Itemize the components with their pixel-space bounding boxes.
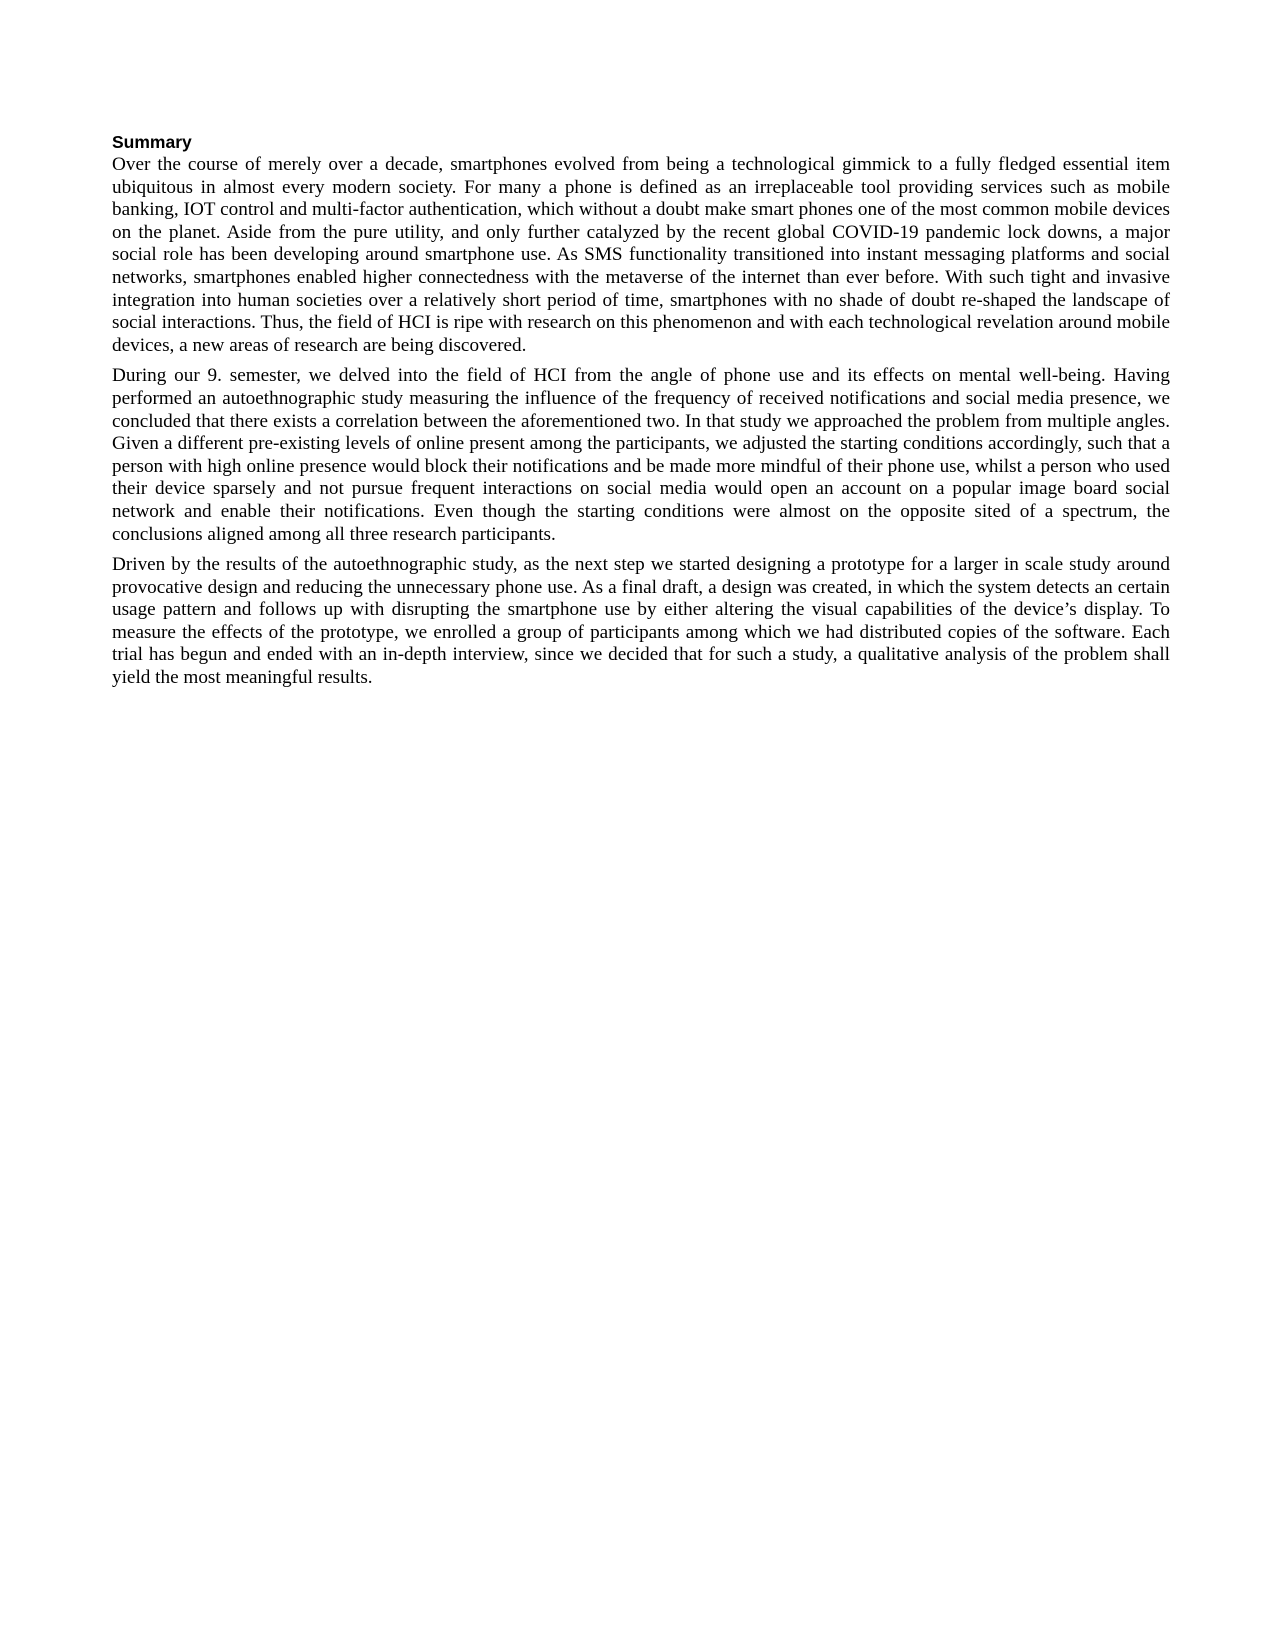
- summary-paragraph-2: During our 9. semester, we delved into the field of HCI from the angle of phone use and its effects on mental well-being. Having performed an autoethnographic study measuring the influence of the frequency of received notifications and social media presence, we concluded that there exists a correlation between the aforementioned two. In that study we approached the problem from multiple angles. Given a different pre-existing levels of online present among the participants, we adjusted the starting conditions accordingly, such that a person with high online presence would block their notifications and be made more mindful of their phone use, whilst a person who used their device sparsely and not pursue frequent interactions on social media would open an account on a popular image board social network and enable their notifications. Even though the starting conditions were almost on the opposite sited of a spectrum, the conclusions aligned among all three research participants.: [112, 365, 1170, 545]
- summary-paragraph-3: Driven by the results of the autoethnographic study, as the next step we started designing a prototype for a larger in scale study around provocative design and reducing the unnecessary phone use. As a final draft, a design was created, in which the system detects an certain usage pattern and follows up with disrupting the smartphone use by either altering the visual capabilities of the device’s display. To measure the effects of the prototype, we enrolled a group of participants among which we had distributed copies of the software. Each trial has begun and ended with an in-depth interview, since we decided that for such a study, a qualitative analysis of the problem shall yield the most meaningful results.: [112, 554, 1170, 689]
- section-heading: Summary: [112, 132, 192, 152]
- summary-paragraph-1: Over the course of merely over a decade, smartphones evolved from being a technological gimmick to a fully fledged essential item ubiquitous in almost every modern society. For many a phone is defined as an irreplaceable tool providing services such as mobile banking, IOT control and multi-factor authentication, which without a doubt make smart phones one of the most common mobile devices on the planet. Aside from the pure utility, and only further catalyzed by the recent global COVID-19 pandemic lock downs, a major social role has been developing around smartphone use. As SMS functionality transitioned into instant messaging platforms and social networks, smartphones enabled higher connectedness with the metaverse of the internet than ever before. With such tight and invasive integration into human societies over a relatively short period of time, smartphones with no shade of doubt re-shaped the landscape of social interactions. Thus, the field of HCI is ripe with research on this phenomenon and with each technological revelation around mobile devices, a new areas of research are being discovered.: [112, 154, 1170, 356]
- summary-section: [112, 131, 1170, 698]
